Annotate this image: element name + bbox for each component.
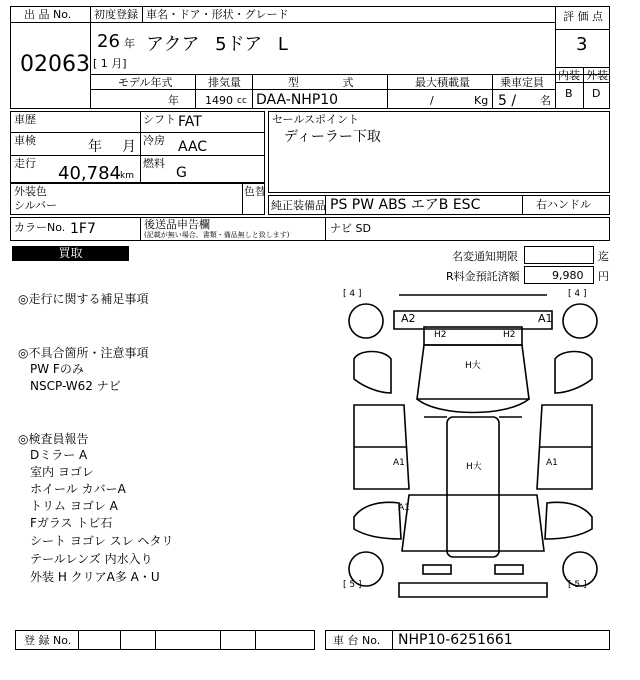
exterior-grade: D <box>592 87 601 100</box>
shift-label: シフト <box>143 113 176 126</box>
reg-no-label: 登 録 No. <box>24 634 72 647</box>
inspector-line: シート ヨゴレ スレ ヘタリ <box>30 534 174 548</box>
history-label: 車歴 <box>14 113 36 126</box>
displacement-label: 排気量 <box>208 76 241 89</box>
score-label: 評 価 点 <box>563 10 603 23</box>
capacity-label: 乗車定員 <box>500 76 544 89</box>
mark-left-side: A1 <box>393 458 405 468</box>
tire-front-right: [ 4 ] <box>568 289 587 299</box>
max-load-label: 最大積載量 <box>415 76 470 89</box>
repaint-label: 色替 <box>244 185 266 198</box>
fuel-label: 燃料 <box>143 157 165 170</box>
inspection-month: 月 <box>122 139 136 155</box>
car-name-label: 車名・ドア・形状・グレード <box>146 8 289 21</box>
inspection-label: 車検 <box>14 134 36 147</box>
recycle-amount: 9,980 <box>552 269 584 282</box>
details-left-frame <box>10 111 265 183</box>
capacity-unit: 名 <box>540 94 551 107</box>
car-diagram <box>339 289 607 605</box>
later-parts-label: 後送品申告欄 <box>144 218 210 231</box>
year-unit: 年 <box>124 37 135 50</box>
equipment: PS PW ABS エアB ESC <box>330 197 481 213</box>
lot-no: 02063 <box>20 52 90 77</box>
score: 3 <box>576 34 588 55</box>
color-no: 1F7 <box>70 221 96 237</box>
inspector-line: ホイール カバーA <box>30 482 126 496</box>
first-reg-month: [ 1 月] <box>93 57 127 70</box>
lot-no-label: 出 品 No. <box>24 8 72 21</box>
mark-hood: H大 <box>465 361 481 371</box>
deadline-unit: 迄 <box>598 250 609 263</box>
ac: AAC <box>178 139 208 155</box>
inspector-line: Dミラー A <box>30 448 88 462</box>
exterior-label: 外装 <box>586 69 608 82</box>
model-type: DAA-NHP10 <box>256 92 339 108</box>
chassis-no: NHP10-6251661 <box>398 632 513 648</box>
purchase-bar <box>12 246 129 261</box>
interior-label: 内装 <box>558 69 580 82</box>
mileage-label: 走行 <box>14 157 36 170</box>
mileage: 40,784 <box>58 163 121 184</box>
mark-left-rear: A1 <box>398 503 410 513</box>
mark-right-side: A1 <box>546 458 558 468</box>
sales-point-label: セールスポイント <box>272 113 360 126</box>
inspector-line: テールレンズ 内水入り <box>30 552 153 566</box>
max-load-slash: / <box>430 94 434 107</box>
fuel: G <box>176 165 187 181</box>
inspector-line: 室内 ヨゴレ <box>30 465 94 479</box>
later-parts: ナビ SD <box>330 222 371 235</box>
inspector-line: Fガラス トビ石 <box>30 516 113 530</box>
mark-grille-right: H2 <box>503 330 516 340</box>
deadline-label: 名変通知期限 <box>452 250 518 263</box>
ac-label: 冷房 <box>143 134 165 147</box>
interior-grade: B <box>565 87 573 100</box>
ext-color-label: 外装色 <box>14 185 47 198</box>
type-label: 型 式 <box>288 76 354 89</box>
recycle-label: R料金預託済額 <box>446 270 520 283</box>
max-load-unit: Kg <box>474 94 489 107</box>
mark-roof: H大 <box>466 462 482 472</box>
color-no-label: カラーNo. <box>14 221 66 234</box>
sales-point: ディーラー下取 <box>284 129 381 145</box>
first-reg-year: 26 <box>97 31 120 52</box>
mark-front-bumper-left: A2 <box>401 312 416 325</box>
defects-title: ◎不具合箇所・注意事項 <box>18 346 149 360</box>
inspector-line: 外装 H クリアA多 A・U <box>30 570 160 584</box>
tire-front-left: [ 4 ] <box>343 289 362 299</box>
defect-line: PW Fのみ <box>30 362 84 376</box>
car-name: アクア 5ドア L <box>146 34 288 55</box>
later-parts-note: (記載が無い場合、書類・備品無しと致します) <box>144 231 290 239</box>
running-notes-title: ◎走行に関する補足事項 <box>18 292 149 306</box>
ext-color: シルバー <box>14 199 57 212</box>
mark-grille-left: H2 <box>434 330 447 340</box>
inspection-year: 年 <box>88 139 102 155</box>
model-year-unit: 年 <box>168 94 179 107</box>
defect-line: NSCP-W62 ナビ <box>30 379 121 393</box>
handle: 右ハンドル <box>536 198 591 211</box>
inspector-line: トリム ヨゴレ A <box>30 499 118 513</box>
displacement: 1490 <box>205 94 233 107</box>
mileage-unit: km <box>120 171 134 181</box>
tire-rear-right: [ 5 ] <box>568 580 587 590</box>
color-no-frame <box>10 217 610 241</box>
recycle-unit: 円 <box>598 270 609 283</box>
equipment-label: 純正装備品 <box>271 199 326 212</box>
inspector-title: ◎検査員報告 <box>18 432 89 446</box>
displacement-unit: cc <box>237 96 247 106</box>
shift: FAT <box>178 114 202 130</box>
first-reg-label: 初度登録 <box>94 8 138 21</box>
chassis-label: 車 台 No. <box>333 634 381 647</box>
deadline-field <box>524 246 594 264</box>
mark-front-bumper-right: A1 <box>538 312 553 325</box>
capacity: 5 / <box>498 93 517 109</box>
purchase-label: 買取 <box>58 246 83 260</box>
tire-rear-left: [ 5 ] <box>343 580 362 590</box>
model-year-label: モデル年式 <box>118 76 173 89</box>
